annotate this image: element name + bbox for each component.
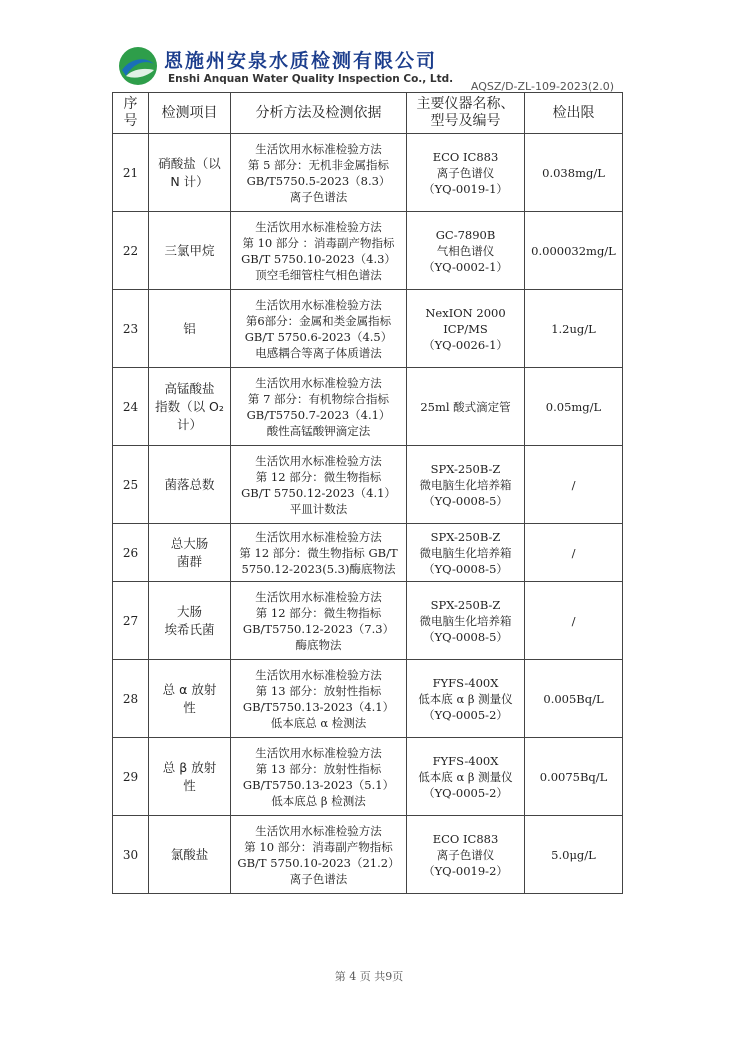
text-line: 三氯甲烷 [164,242,215,258]
text-line: 酸性高锰酸钾滴定法 [266,423,371,438]
table-row [113,134,623,212]
text-line: 低本底总 α 检测法 [270,715,367,730]
header-item [149,93,231,134]
table-row [113,524,623,582]
instrument [407,368,525,446]
text-line: 号 [123,113,138,129]
text-line: 生活饮用水标准检验方法 [255,297,382,312]
text-line: 第 12 部分：微生物指标 [255,605,382,620]
header-method [231,93,407,134]
text-line: GB/T5750.13-2023（5.1） [242,777,395,792]
table-row [113,582,623,660]
test-item [149,212,231,290]
text-line: 序 [123,96,138,112]
text-line: GB/T 5750.6-2023（4.5） [244,329,393,344]
instrument [407,446,525,524]
text-line: （YQ-0005-2） [423,707,508,722]
text-line: （YQ-0019-2） [423,863,508,878]
text-line: 微电脑生化培养箱 [419,477,512,492]
text-line: 总大肠 [170,535,209,551]
text-line: 生活饮用水标准检验方法 [255,375,382,390]
text-line: 第 13 部分：放射性指标 [255,683,382,698]
detection-limit: 0.05mg/L [525,368,623,446]
test-item [149,582,231,660]
text-line: 氯酸盐 [170,846,209,862]
text-line: 检测项目 [161,104,218,121]
test-method [231,212,407,290]
text-line: N 计） [170,173,209,189]
table-row [113,738,623,816]
test-method [231,582,407,660]
text-line: GB/T5750.12-2023（7.3） [242,621,395,636]
detection-limit: 5.0μg/L [525,816,623,894]
text-line: 气相色谱仪 [436,243,495,258]
text-line: 25ml 酸式滴定管 [420,399,511,414]
table-row [113,660,623,738]
text-line: （YQ-0008-5） [423,561,508,576]
text-line: （YQ-0026-1） [423,337,508,352]
text-line: （YQ-0008-5） [423,629,508,644]
row-number: 22 [113,212,149,290]
text-line: GC-7890B [435,227,496,242]
text-line: FYFS-400X [432,753,499,768]
text-line: 生活饮用水标准检验方法 [255,589,382,604]
text-line: 微电脑生化培养箱 [419,545,512,560]
detection-limit: 0.0075Bq/L [525,738,623,816]
header-limit [525,93,623,134]
test-item [149,290,231,368]
text-line: 低本底 α β 测量仪 [418,769,513,784]
row-number: 21 [113,134,149,212]
text-line: 第 5 部分：无机非金属指标 [247,157,390,172]
row-number: 30 [113,816,149,894]
text-line: 离子色谱法 [289,871,348,886]
text-line: 生活饮用水标准检验方法 [255,453,382,468]
text-line: （YQ-0002-1） [423,259,508,274]
test-method [231,524,407,582]
text-line: 计） [176,416,202,432]
text-line: SPX-250B-Z [430,461,501,476]
text-line: 菌落总数 [164,476,215,492]
text-line: 大肠 [176,603,202,619]
text-line: 低本底 α β 测量仪 [418,691,513,706]
text-line: 检出限 [552,104,595,121]
row-number: 23 [113,290,149,368]
text-line: 第 10 部分：消毒副产物指标 [244,839,393,854]
test-item [149,446,231,524]
detection-limit: 0.000032mg/L [525,212,623,290]
instrument [407,738,525,816]
text-line: 第 7 部分：有机物综合指标 [247,391,390,406]
text-line: FYFS-400X [432,675,499,690]
instrument [407,816,525,894]
test-item [149,134,231,212]
text-line: ECO IC883 [432,831,499,846]
text-line: 离子色谱仪 [436,847,495,862]
detection-limit: / [525,582,623,660]
row-number: 28 [113,660,149,738]
header-instrument [407,93,525,134]
test-method [231,738,407,816]
text-line: GB/T5750.5-2023（8.3） [246,173,391,188]
text-line: GB/T5750.13-2023（4.1） [242,699,395,714]
text-line: 第 10 部分 ：消毒副产物指标 [242,235,395,250]
table-row [113,816,623,894]
detection-methods-table [112,92,623,894]
text-line: 第 12 部分：微生物指标 GB/T [239,545,398,560]
test-item [149,524,231,582]
text-line: 铝 [183,320,196,336]
page-number: 第 4 页 共9页 [334,970,404,983]
test-method [231,446,407,524]
text-line: 微电脑生化培养箱 [419,613,512,628]
text-line: （YQ-0005-2） [423,785,508,800]
text-line: GB/T 5750.10-2023（4.3） [241,251,396,266]
test-item [149,738,231,816]
text-line: 主要仪器名称、 [416,96,515,112]
instrument [407,134,525,212]
text-line: 总 β 放射 [162,759,217,775]
text-line: （YQ-0008-5） [423,493,508,508]
text-line: 顶空毛细管柱气相色谱法 [255,267,382,282]
document-code: AQSZ/D-ZL-109-2023(2.0) [470,80,614,93]
detection-limit: 1.2ug/L [525,290,623,368]
text-line: （YQ-0019-1） [423,181,508,196]
instrument [407,212,525,290]
text-line: 离子色谱仪 [436,165,495,180]
test-method [231,660,407,738]
text-line: 第6部分：金属和类金属指标 [245,313,392,328]
text-line: SPX-250B-Z [430,597,501,612]
company-name-cn: 恩施州安泉水质检测有限公司 [164,50,438,72]
text-line: 5750.12-2023(5.3)酶底物法 [241,561,396,576]
text-line: 平皿计数法 [289,501,348,516]
text-line: 硝酸盐（以 [158,155,221,171]
text-line: ICP/MS [443,321,488,336]
text-line: 高锰酸盐 [164,380,215,396]
text-line: ECO IC883 [432,149,499,164]
text-line: GB/T 5750.12-2023（4.1） [241,485,396,500]
company-name-en: Enshi Anquan Water Quality Inspection Co., Ltd. [168,73,454,85]
text-line: 生活饮用水标准检验方法 [255,745,382,760]
text-line: 总 α 放射 [162,681,217,697]
row-number: 29 [113,738,149,816]
instrument [407,660,525,738]
test-item [149,816,231,894]
instrument [407,582,525,660]
text-line: 生活饮用水标准检验方法 [255,529,382,544]
text-line: 酶底物法 [295,637,342,652]
test-method [231,368,407,446]
text-line: 离子色谱法 [289,189,348,204]
detection-limit: 0.005Bq/L [525,660,623,738]
text-line: SPX-250B-Z [430,529,501,544]
text-line: 第 13 部分：放射性指标 [255,761,382,776]
table-row [113,212,623,290]
row-number: 27 [113,582,149,660]
text-line: 生活饮用水标准检验方法 [255,823,382,838]
detection-limit: / [525,524,623,582]
text-line: 分析方法及检测依据 [255,104,382,121]
row-number: 25 [113,446,149,524]
row-number: 24 [113,368,149,446]
text-line: 菌群 [176,553,202,569]
text-line: 低本底总 β 检测法 [271,793,366,808]
text-line: 性 [183,699,196,715]
table-header-row [113,93,623,134]
text-line: 生活饮用水标准检验方法 [255,141,382,156]
instrument [407,524,525,582]
text-line: 生活饮用水标准检验方法 [255,219,382,234]
test-method [231,290,407,368]
table-row [113,290,623,368]
table-row [113,368,623,446]
row-number: 26 [113,524,149,582]
text-line: 电感耦合等离子体质谱法 [255,345,382,360]
text-line: NexION 2000 [425,305,506,320]
text-line: GB/T5750.7-2023（4.1） [246,407,391,422]
text-line: GB/T 5750.10-2023（21.2） [237,855,400,870]
text-line: 埃希氏菌 [164,621,215,637]
text-line: 第 12 部分：微生物指标 [255,469,382,484]
text-line: 型号及编号 [430,113,501,129]
test-method [231,134,407,212]
header-no [113,93,149,134]
test-item [149,660,231,738]
document-header [112,40,622,93]
table-row [113,446,623,524]
text-line: 指数（以 O₂ [155,398,224,414]
test-method [231,816,407,894]
instrument [407,290,525,368]
detection-limit: 0.038mg/L [525,134,623,212]
detection-limit: / [525,446,623,524]
test-item [149,368,231,446]
company-logo [118,46,158,86]
text-line: 生活饮用水标准检验方法 [255,667,382,682]
text-line: 性 [183,777,196,793]
